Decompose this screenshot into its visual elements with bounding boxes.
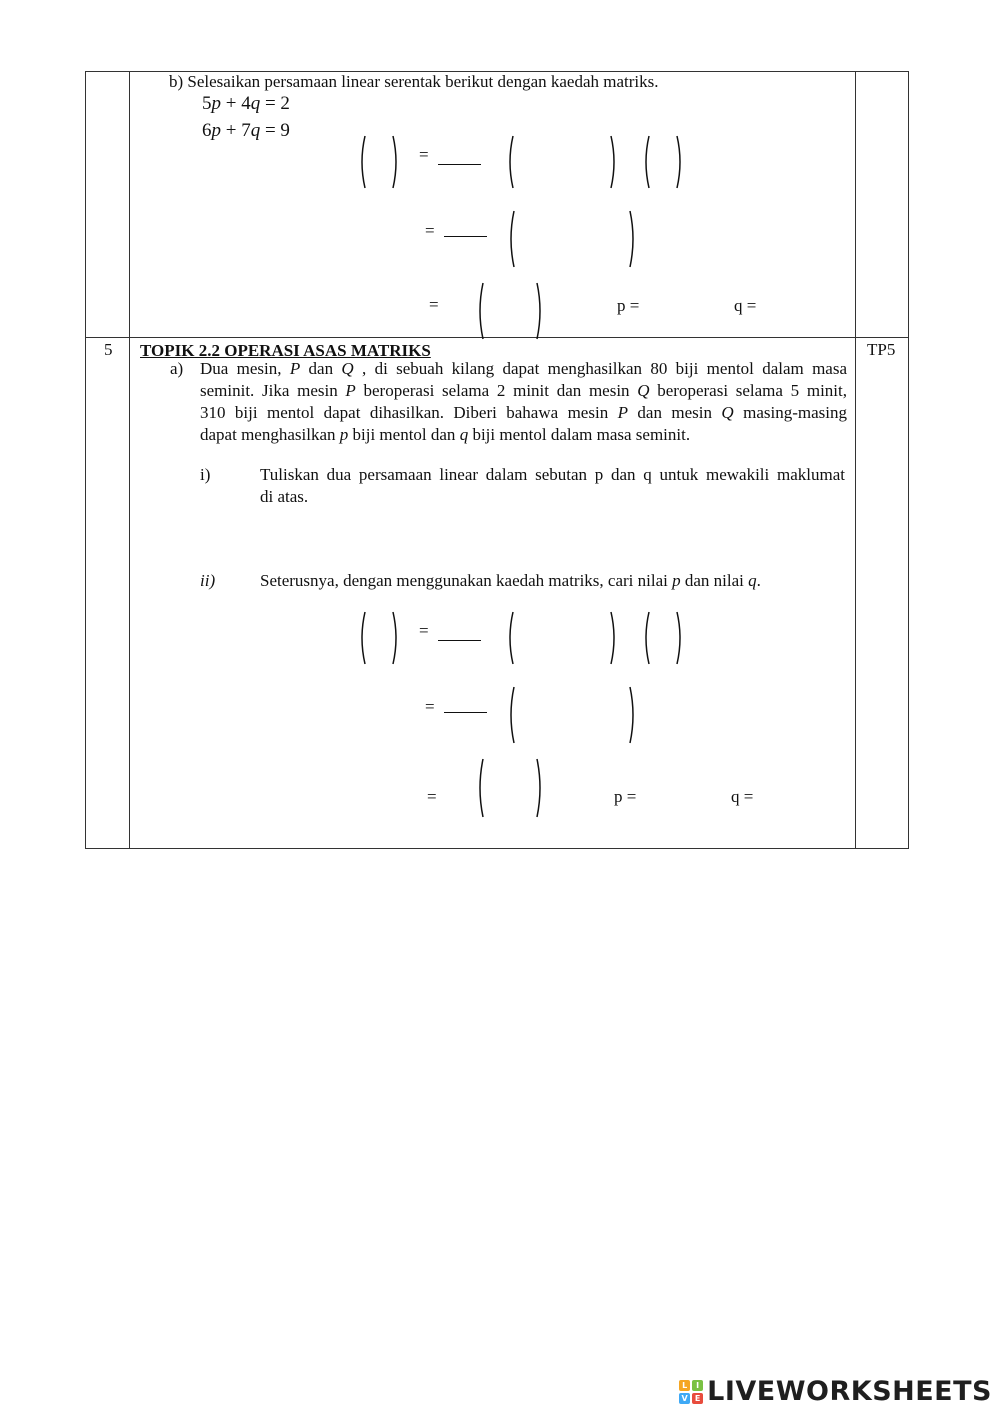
table-border-bottom (85, 848, 909, 849)
q5-fraction-bar-2 (444, 712, 487, 713)
q4b-equals-2: = (425, 221, 435, 240)
liveworksheets-logo (679, 1376, 992, 1407)
part-a-label: a) (170, 359, 184, 378)
q4b-fraction-bar-2 (444, 236, 487, 237)
q5-equals-2: = (425, 697, 435, 716)
topic-heading: TOPIK 2.2 OPERASI ASAS MATRIKS (140, 341, 431, 360)
part-a-line: Dua mesin, P dan Q , di sebuah kilang dapat menghasilkan 80 biji mentol dalam masa (200, 359, 848, 378)
q4b-matrix-constants (640, 134, 686, 190)
table-border-col2 (855, 71, 856, 849)
table-border-right (908, 71, 909, 849)
sub-i-line: di atas. (260, 487, 309, 506)
q5-matrix-solution (474, 757, 546, 819)
q4b-equation-1: 5p + 4q = 2 (202, 93, 290, 114)
table-border-left (85, 71, 86, 849)
level-label: TP5 (867, 340, 896, 359)
q5-equals-3: = (427, 787, 437, 806)
q5-q-answer-label: q = (731, 787, 754, 806)
sub-i-line: Tuliskan dua persamaan linear dalam sebutan p dan q untuk mewakili maklumat (260, 465, 845, 484)
table-border-col1 (129, 71, 130, 849)
q4b-matrix-solution (474, 281, 546, 341)
q5-matrix-inverse-entries (504, 610, 620, 666)
q5-matrix-constants (640, 610, 686, 666)
sub-ii-label: ii) (200, 571, 216, 590)
q5-equals-1: = (419, 621, 429, 640)
q4b-equals-3: = (429, 295, 439, 314)
q4b-equals-1: = (419, 145, 429, 164)
sub-ii-text: Seterusnya, dengan menggunakan kaedah matriks, cari nilai p dan nilai q. (260, 571, 761, 590)
q4b-matrix-inverse-entries (504, 134, 620, 190)
q4b-matrix-product (505, 209, 639, 269)
q5-fraction-bar-1 (438, 640, 481, 641)
liveworksheets-brand: LIVEWORKSHEETS (707, 1376, 992, 1407)
part-a-line: dapat menghasilkan p biji mentol dan q biji mentol dalam masa seminit. (200, 425, 691, 444)
sub-i-label: i) (200, 465, 211, 484)
q5-matrix-unknowns (356, 610, 402, 666)
q4b-matrix-unknowns (356, 134, 402, 190)
q4b-equation-2: 6p + 7q = 9 (202, 120, 290, 141)
q5-p-answer-label: p = (614, 787, 637, 806)
q4b-q-answer-label: q = (734, 296, 757, 315)
part-a-line: 310 biji mentol dapat dihasilkan. Diberi bahawa mesin P dan mesin Q masing-masing (200, 403, 847, 422)
q4b-fraction-bar-1 (438, 164, 481, 165)
part-a-line: seminit. Jika mesin P beroperasi selama 2 minit dan mesin Q beroperasi selama 5 minit, (200, 381, 847, 400)
q4b-instruction: b) Selesaikan persamaan linear serentak berikut dengan kaedah matriks. (169, 72, 659, 91)
q5-matrix-product (505, 685, 639, 745)
part-a-paragraph (200, 358, 847, 446)
q4b-p-answer-label: p = (617, 296, 640, 315)
sub-i-paragraph (260, 464, 845, 508)
liveworksheets-mark-icon: L I V E (679, 1380, 703, 1404)
question-number: 5 (104, 340, 113, 359)
